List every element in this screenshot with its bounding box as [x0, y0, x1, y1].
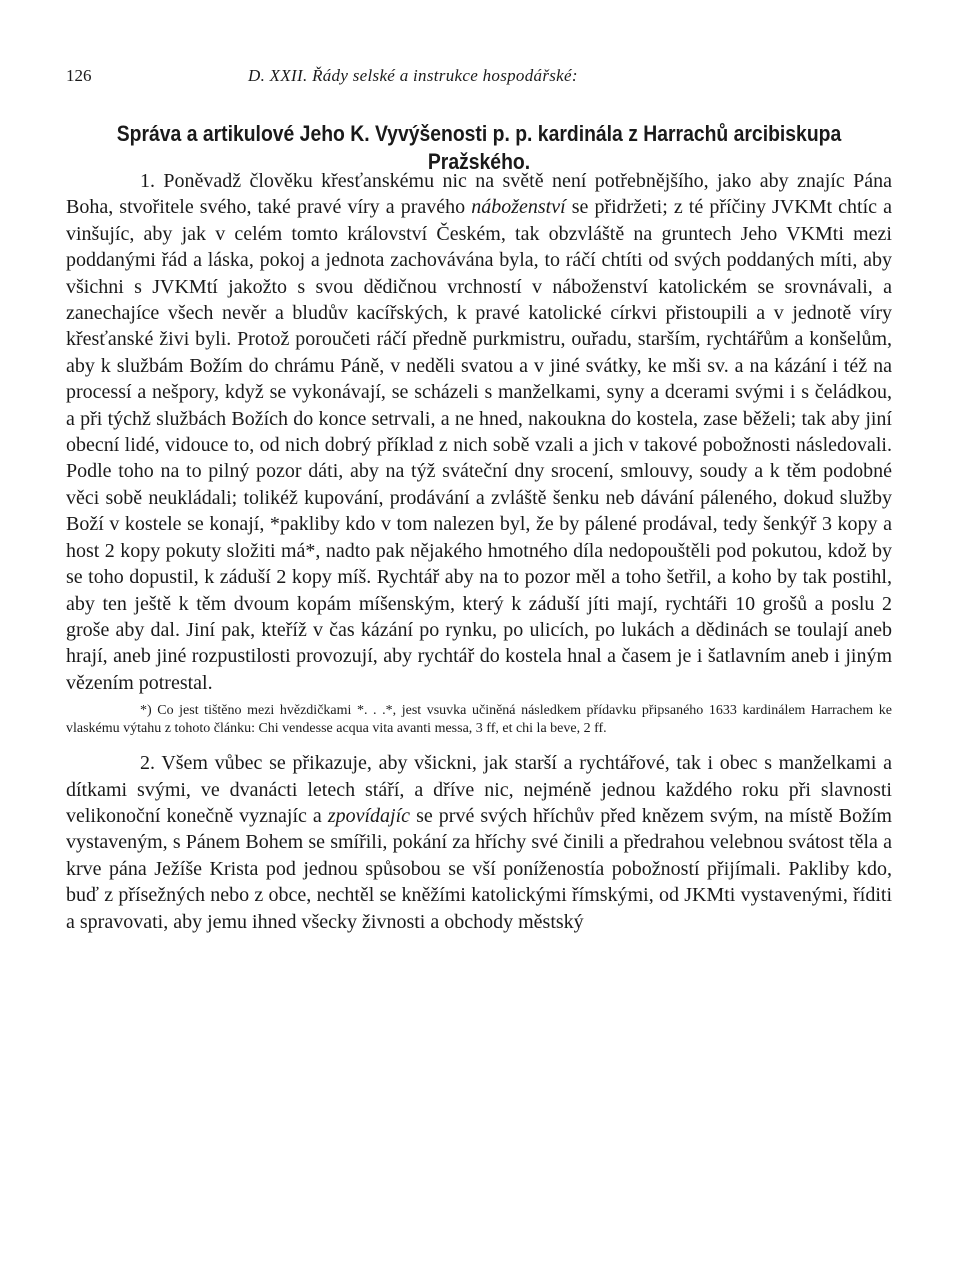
section-title: Správa a artikulové Jeho K. Vyvýšenosti p. p. kardinála z Harrachů arcibiskupa Pražského.	[116, 121, 842, 174]
body-text	[66, 168, 892, 935]
paragraph-1-text-b: se přidržeti; z té příčiny JVKMt chtíc a vinšujíc, aby jak v celém tomto království Českém, tak obzvláště na gruntech Jeho VKMti mezi poddanými řád a láska, pokoj a jednota zachovávána byla, to ráčí chtíti od svých poddaných míti, aby všichni s JVKMtí jakožto s svou dědičnou vrchností v náboženství katolickém se srovnávali, a zanechajíce všech nevěr a bludův kacířských, k pravé katolické církvi přistoupili a v jednotě víry křesťanské živi byli. Protož poroučeti ráčí předně purkmistru, ouřadu, starším, rychtářům a konšelům, aby k službám Božím do chrámu Páně, v neděli svatou a v jiné svátky, ke mši sv. a na kázání i též na processí a nešpory, když se vykonávají, se scházeli s manželkami, syny a dcerami svými i s čeládkou, a při týchž službách Božích do konce setrvali, a ne hned, nakoukna do kostela, zase běželi; tak aby jiní obecní lidé, vidouce to, od nich dobrý příklad z nich sobě vzali a jich v takové pobožnosti následovali. Podle toho na to pilný pozor dáti, aby na týž sváteční dny srocení, smlouvy, soudy a k těm podobné věci sobě neukládali; tolikéž kupování, prodávání a zvláště šenku neb dávání páleného, dokud služby Boží v kostele se konají, *pakliby kdo v tom nalezen byl, že by pálené prodával, tedy šenkýř 3 kopy a host 2 kopy pokuty složiti má*, nadto pak nějakého hmotného díla nedopouštěli pod pokutou, kdož by se toho dopustil, k záduší 2 kopy míš. Rychtář aby na to pozor měl a toho šetřil, a koho by tak postihl, aby ten ještě k těm dvoum kopám míšenským, který k záduší jíti mají, rychtáři 10 grošů a poslu 2 groše aby dal. Jiní pak, kteříž v čas kázání po rynku, po ulicích, po lukách a dědinách se toulají aneb hrají, aneb jiné rozpustilosti provozují, aby rychtář do kostela hnal a časem je i šatlavním aneb i jiným vězením potrestal.	[66, 196, 892, 694]
page-header	[66, 66, 892, 92]
paragraph-1-text-a: 1. Poněvadž člověku křesťanskému nic na světě není potřebnějšího, jako aby znajíc Pána Boha, stvořitele svého, také pravé víry a pravého	[66, 170, 892, 219]
running-head: D. XXII. Řády selské a instrukce hospodářské:	[248, 66, 578, 85]
paragraph-1-emphasis: náboženství	[471, 196, 566, 219]
paragraph-2-emphasis: zpovídajíc	[327, 804, 411, 827]
footnote: *) Co jest tištěno mezi hvězdičkami *. . .*, jest vsuvka učiněná následkem přídavku připsaného 1633 kardinálem Harrachem ke vlaskému výtahu z tohoto článku: Chi vendesse acqua vita avanti messa, 3 ff, et chi la beve, 2 ff.	[66, 703, 892, 737]
paragraph-2-text-b: se prvé svých hříchův před knězem svým, na místě Božím vystaveným, s Pánem Bohem se smířili, pokání za hříchy své činili a předrahou velebnou svátost těla a krve pána Ježíše Krista pod jednou spůsobou se vší poníženostía pobožností přijímali. Pakliby kdo, buď z přísežných nebo z obce, nechtěl se kněžími katolickými římskými, od JKMti vystavenými, říditi a spravovati, aby jemu ihned všecky živnosti a obchody městský	[66, 804, 892, 933]
paragraph-2	[66, 750, 892, 935]
paragraph-1	[66, 168, 892, 696]
paragraph-2-text-a: 2. Všem vůbec se přikazuje, aby všickni, jak starší a rychtářové, tak i obec s manželkami a dítkami svými, ve dvanácti letech stáří, a dříve nic, nejméně jednou každého roku při slavnosti velikonoční konečně vyznajíc a	[66, 752, 892, 827]
page-number: 126	[66, 66, 92, 85]
